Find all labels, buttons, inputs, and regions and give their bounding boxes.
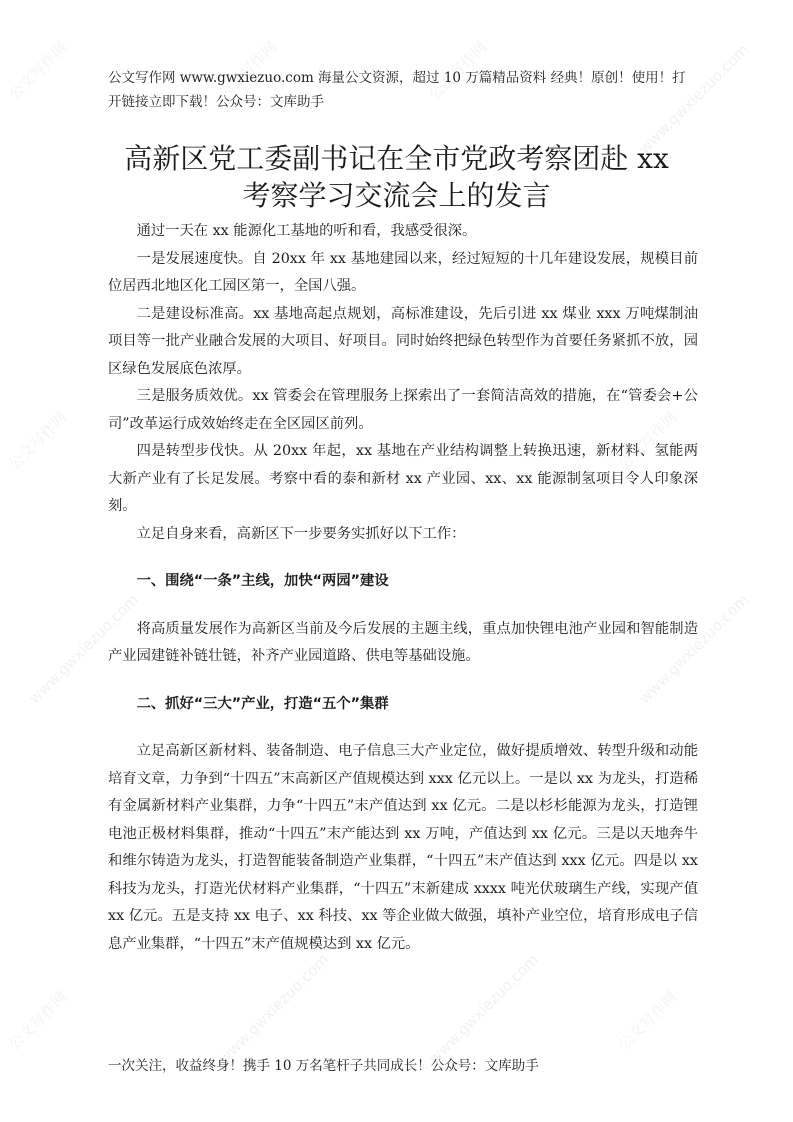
- spacer: [108, 548, 698, 568]
- paragraph: 四是转型步伐快。从 20xx 年起，xx 基地在产业结构调整上转换迅速，新材料、氢能两大新产业有了长足发展。考察中看的泰和新材 xx 产业园、xx、xx 能源制氢项目令人印象深刻。: [108, 443, 698, 514]
- document-body: [108, 218, 698, 958]
- watermark-url: www.gwxiezuo.com: [425, 950, 543, 1068]
- watermark-text: 公文写作网: [614, 407, 681, 474]
- watermark-text: 公文写作网: [214, 37, 281, 104]
- title-line-1: 高新区党工委副书记在全市党政考察团赴 xx: [124, 142, 669, 175]
- watermark-url: www.gwxiezuo.com: [25, 590, 143, 708]
- paragraph: 二是建设标准高。xx 基地高起点规划，高标准建设，先后引进 xx 煤业 xxx 万吨煤制油项目等一批产业融合发展的大项目、好项目。同时始终把绿色转型作为首要任务紧抓不放，园区绿色发展底色浓厚。: [108, 305, 698, 377]
- watermark-url: www.gwxiezuo.com: [635, 40, 753, 158]
- watermark-url: www.gwxiezuo.com: [635, 590, 753, 708]
- section-heading-1: 一、围绕“一条”主线，加快“两园”建设: [136, 573, 389, 589]
- paragraph: 通过一天在 xx 能源化工基地的听和看，我感受很深。: [136, 223, 477, 239]
- spacer: [108, 671, 698, 691]
- section-1-paragraph: 将高质量发展作为高新区当前及今后发展的主题主线，重点加快锂电池产业园和智能制造产业园建链补链壮链，补齐产业园道路、供电等基础设施。: [108, 620, 698, 664]
- paragraph: 立足自身来看，高新区下一步要务实抓好以下工作：: [136, 525, 466, 542]
- watermark-text: 公文写作网: [4, 37, 71, 104]
- spacer: [108, 596, 698, 616]
- document-title: [90, 140, 703, 214]
- spacer: [108, 718, 698, 738]
- paragraph: 一是发展速度快。自 20xx 年 xx 基地建园以来，经过短短的十几年建设发展，规模目前位居西北地区化工园区第一，全国八强。: [108, 250, 698, 294]
- title-line-2: 考察学习交流会上的发言: [242, 179, 551, 212]
- footer-banner: 一次关注，收益终身！携手 10 万名笔杆子共同成长！公众号：文库助手: [108, 1058, 539, 1074]
- watermark-text: 公文写作网: [424, 37, 491, 104]
- paragraph: 三是服务质效优。xx 管委会在管理服务上探索出了一套简洁高效的措施，在“管委会+公司”改革运行成效始终走在全区园区前列。: [108, 388, 698, 432]
- section-heading-2: 二、抓好“三大”产业，打造“五个”集群: [136, 695, 389, 712]
- watermark-text: 公文写作网: [614, 987, 681, 1054]
- watermark-text: 公文写作网: [4, 407, 71, 474]
- watermark-url: www.gwxiezuo.com: [215, 950, 333, 1068]
- section-2-paragraph: 立足高新区新材料、装备制造、电子信息三大产业定位，做好提质增效、转型升级和动能培育文章，力争到“十四五”末高新区产值规模达到 xxx 亿元以上。一是以 xx 为龙头，打造稀有金属新材料产业集群，力争“十四五”末产值达到 xx 亿元。二是以杉杉能源为龙头，打造锂电池正极材料集群，推动“十四五”末产能达到 xx 万吨，产值达到 xx 亿元。三是以天地奔牛和维尔铸造为龙头，打造智能装备制造产业集群，“十四五”末产值达到 xxx 亿元。四是以 xx 科技为龙头，打造光伏材料产业集群，“十四五”末新建成 xxxx 吨光伏玻璃生产线，实现产值 xx 亿元。五是支持 xx 电子、xx 科技、xx 等企业做大做强，填补产业空位，培育形成电子信息产业集群，“十四五”末产值规模达到 xx 亿元。: [108, 743, 699, 952]
- watermark-text: 公文写作网: [4, 987, 71, 1054]
- header-banner: 公文写作网 www.gwxiezuo.com 海量公文资源，超过 10 万篇精品资料 经典！原创！使用！打开链接立即下载！公众号：文库助手: [108, 70, 686, 110]
